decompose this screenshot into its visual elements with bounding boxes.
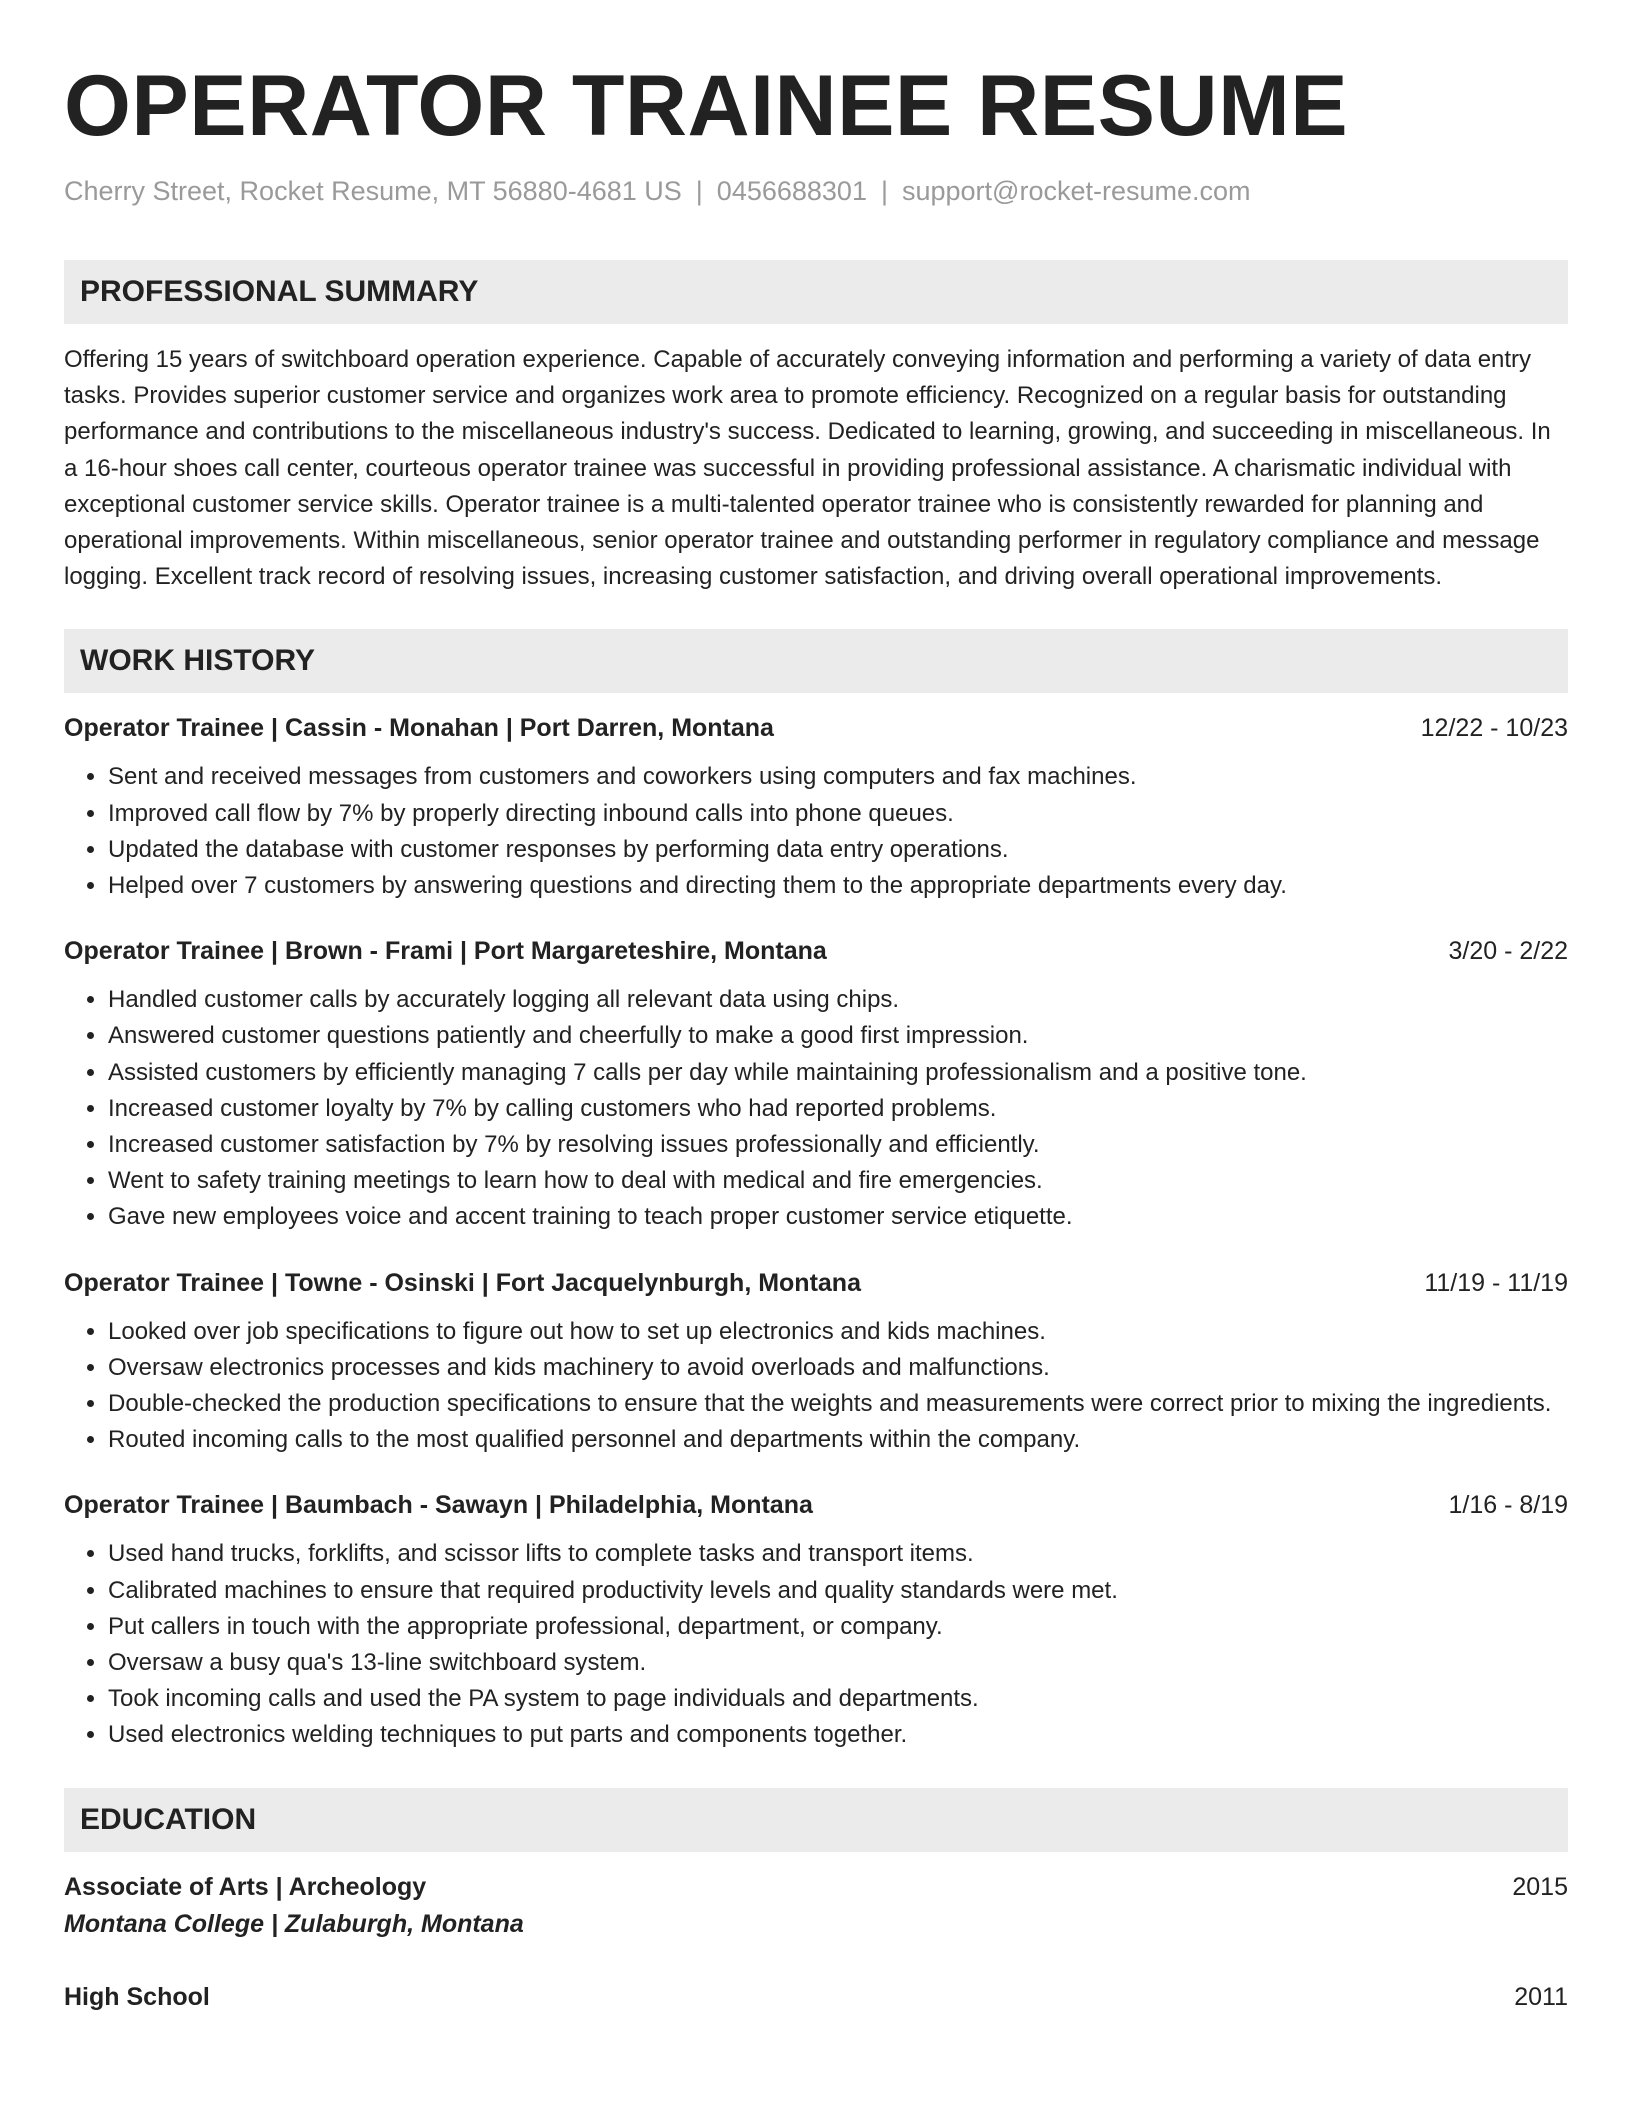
education-degree: Associate of Arts | Archeology <box>64 1872 427 1901</box>
job-bullet: • Handled customer calls by accurately logging all relevant data using chips. <box>108 982 1568 1018</box>
job-bullets <box>64 982 1568 1235</box>
job-bullets <box>64 1314 1568 1459</box>
job-bullet: • Routed incoming calls to the most qualified personnel and departments within the company. <box>108 1422 1568 1458</box>
contact-email: support@rocket-resume.com <box>901 176 1251 206</box>
education-school: Montana College | Zulaburgh, Montana <box>64 1909 524 1938</box>
job-entry <box>64 1266 1568 1459</box>
job-bullet: • Gave new employees voice and accent training to teach proper customer service etiquette. <box>108 1199 1568 1235</box>
section-header-summary <box>64 260 1568 324</box>
job-title: Operator Trainee | Towne - Osinski | Fort Jacquelynburgh, Montana <box>64 1268 861 1297</box>
job-bullet: • Took incoming calls and used the PA system to page individuals and departments. <box>108 1681 1568 1717</box>
job-bullet: • Improved call flow by 7% by properly directing inbound calls into phone queues. <box>108 796 1568 832</box>
section-heading: EDUCATION <box>80 1802 257 1836</box>
job-bullet: • Helped over 7 customers by answering questions and directing them to the appropriate departments every day. <box>108 868 1568 904</box>
contact-phone: 0456688301 <box>716 176 867 206</box>
job-title: Operator Trainee | Cassin - Monahan | Port Darren, Montana <box>64 714 774 743</box>
contact-line <box>64 174 1568 208</box>
job-bullet: • Updated the database with customer responses by performing data entry operations. <box>108 832 1568 868</box>
job-header <box>64 1488 1568 1522</box>
job-bullet: • Oversaw a busy qua's 13-line switchboard system. <box>108 1645 1568 1681</box>
education-header <box>64 1980 1568 2014</box>
job-dates: 12/22 - 10/23 <box>1420 714 1568 743</box>
job-bullet: • Oversaw electronics processes and kids machinery to avoid overloads and malfunctions. <box>108 1350 1568 1386</box>
job-bullet: • Increased customer satisfaction by 7% by resolving issues professionally and efficiently. <box>108 1127 1568 1163</box>
job-bullets <box>64 1536 1568 1753</box>
job-bullet: • Put callers in touch with the appropriate professional, department, or company. <box>108 1609 1568 1645</box>
section-header-work-history <box>64 629 1568 693</box>
contact-address: Cherry Street, Rocket Resume, MT 56880-4681 US <box>64 176 682 206</box>
job-bullet: • Went to safety training meetings to learn how to deal with medical and fire emergencies. <box>108 1163 1568 1199</box>
job-entry <box>64 711 1568 904</box>
education-entry <box>64 1980 1568 2014</box>
job-dates: 11/19 - 11/19 <box>1424 1268 1568 1297</box>
job-dates: 3/20 - 2/22 <box>1448 937 1568 966</box>
job-dates: 1/16 - 8/19 <box>1448 1491 1568 1520</box>
education-degree: High School <box>64 1982 210 2011</box>
job-bullet: • Calibrated machines to ensure that required productivity levels and quality standards were met. <box>108 1573 1568 1609</box>
job-bullet: • Double-checked the production specifications to ensure that the weights and measurements were correct prior to mixing the ingredients. <box>108 1386 1568 1422</box>
section-header-education <box>64 1788 1568 1852</box>
job-bullet: • Used hand trucks, forklifts, and scissor lifts to complete tasks and transport items. <box>108 1536 1568 1572</box>
job-bullet: • Assisted customers by efficiently managing 7 calls per day while maintaining professionalism and a positive tone. <box>108 1055 1568 1091</box>
education-year: 2015 <box>1512 1872 1568 1901</box>
education-entry <box>64 1870 1568 1944</box>
job-title: Operator Trainee | Brown - Frami | Port Margareteshire, Montana <box>64 937 827 966</box>
resume-title: OPERATOR TRAINEE RESUME <box>64 58 1349 154</box>
job-bullet: • Used electronics welding techniques to put parts and components together. <box>108 1717 1568 1753</box>
education-header <box>64 1870 1568 1904</box>
section-heading: PROFESSIONAL SUMMARY <box>80 275 479 308</box>
job-bullets <box>64 759 1568 904</box>
contact-separator: | <box>695 176 703 206</box>
job-bullet: • Looked over job specifications to figure out how to set up electronics and kids machines. <box>108 1314 1568 1350</box>
summary-text: Offering 15 years of switchboard operation experience. Capable of accurately conveying information and performing a variety of data entry tasks. Provides superior customer service and organizes work area to promote efficiency. Recognized on a regular basis for outstanding performance and contributions to the miscellaneous industry's success. Dedicated to learning, growing, and succeeding in miscellaneous. In a 16-hour shoes call center, courteous operator trainee was successful in providing professional assistance. A charismatic individual with exceptional customer service skills. Operator trainee is a multi-talented operator trainee who is consistently rewarded for planning and operational improvements. Within miscellaneous, senior operator trainee and outstanding performer in regulatory compliance and message logging. Excellent track record of resolving issues, increasing customer satisfaction, and driving overall operational improvements. <box>64 346 1551 591</box>
job-entry <box>64 934 1568 1235</box>
job-header <box>64 711 1568 745</box>
section-heading: WORK HISTORY <box>80 644 316 678</box>
education-year: 2011 <box>1514 1982 1568 2011</box>
job-header <box>64 1266 1568 1300</box>
job-bullet: • Increased customer loyalty by 7% by calling customers who had reported problems. <box>108 1091 1568 1127</box>
contact-separator: | <box>880 176 888 206</box>
job-bullet: • Answered customer questions patiently and cheerfully to make a good first impression. <box>108 1018 1568 1054</box>
job-header <box>64 934 1568 968</box>
job-entry <box>64 1488 1568 1753</box>
job-bullet: • Sent and received messages from customers and coworkers using computers and fax machines. <box>108 759 1568 795</box>
job-title: Operator Trainee | Baumbach - Sawayn | Philadelphia, Montana <box>64 1491 813 1520</box>
